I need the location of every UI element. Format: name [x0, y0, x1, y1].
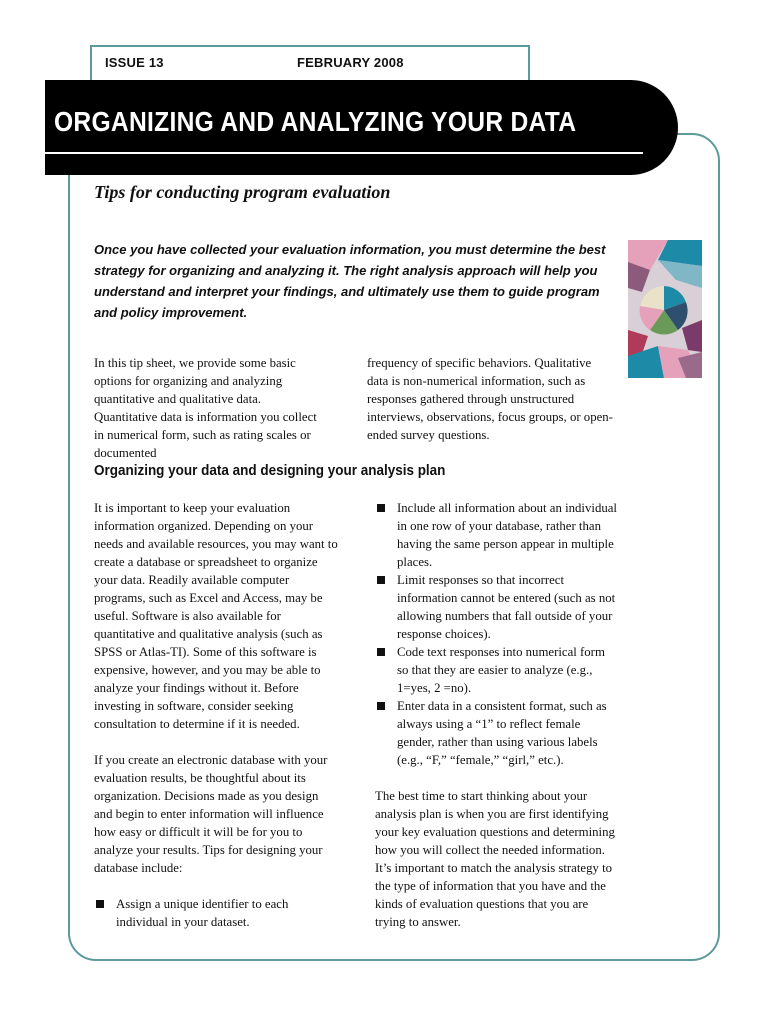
tips-list-right	[375, 499, 619, 769]
list-item-text: Limit responses so that incorrect information cannot be entered (such as not allowing numbers that fall outside of your response choices).	[397, 573, 616, 641]
paragraph: The best time to start thinking about your analysis plan is when you are first identifying your key evaluation questions and determining how you will collect the needed information. It’s important to match the analysis strategy to the type of information that you have and the kinds of evaluation questions that you are trying to answer.	[375, 789, 615, 929]
intro-paragraph: Once you have collected your evaluation information, you must determine the best strategy for organizing and analyzing it. The right analysis approach will help you understand and interpret your findings, and ultimately use them to guide program and policy improvement.	[94, 242, 606, 320]
square-bullet-icon	[377, 576, 385, 584]
list-item-text: Enter data in a consistent format, such as always using a “1” to reflect female gender, rather than using various labels (e.g., “F,” “female,” “girl,” etc.).	[397, 699, 607, 767]
square-bullet-icon	[377, 702, 385, 710]
page-title: ORGANIZING AND ANALYZING YOUR DATA	[54, 106, 577, 137]
section-right-column	[375, 499, 619, 931]
list-item-text: Assign a unique identifier to each individual in your dataset.	[116, 897, 289, 929]
intro-left-text: In this tip sheet, we provide some basic options for organizing and analyzing quantitative and qualitative data. Quantitative data is information you collect in numerical form, such as rating scales or documented	[94, 356, 317, 460]
intro-left-column	[94, 354, 324, 462]
banner-rule	[45, 152, 643, 154]
paragraph: It is important to keep your evaluation information organized. Depending on your needs and available resources, you may want to create a database or spreadsheet to organize your data. Readily available computer programs, such as Excel and Access, may be useful. Software is also available for quantitative and qualitative analysis (such as SPSS or Atlas-TI). Some of this software is expensive, however, and you may be able to analyze your findings without it. Before investing in software, consider seeking consultation to determine if it is needed.	[94, 501, 338, 731]
list-item	[375, 571, 619, 643]
list-item-text: Code text responses into numerical form so that they are easier to analyze (e.g., 1=yes, 2 =no).	[397, 645, 605, 695]
tips-list-left	[94, 895, 340, 931]
square-bullet-icon	[377, 504, 385, 512]
subtitle: Tips for conducting program evaluation	[94, 182, 391, 202]
square-bullet-icon	[377, 648, 385, 656]
paragraph: If you create an electronic database with your evaluation results, be thoughtful about its organization. Decisions made as you design and begin to enter information will influence how easy or difficult it will be for you to analyze your results. Tips for designing your database include:	[94, 753, 328, 875]
list-item	[375, 697, 619, 769]
list-item	[375, 643, 619, 697]
intro-right-column	[367, 354, 615, 444]
list-item	[375, 499, 619, 571]
intro-right-text: frequency of specific behaviors. Qualitative data is non-numerical information, such as responses gathered through unstructured interviews, observations, focus groups, or open-ended survey questions.	[367, 356, 613, 442]
list-item-text: Include all information about an individual in one row of your database, rather than having the same person appear in multiple places.	[397, 501, 617, 569]
section-left-column	[94, 499, 340, 931]
list-item	[94, 895, 340, 931]
decorative-artwork	[628, 240, 702, 378]
section-heading: Organizing your data and designing your analysis plan	[94, 463, 446, 479]
issue-date: FEBRUARY 2008	[297, 55, 404, 70]
issue-number: ISSUE 13	[105, 55, 164, 70]
square-bullet-icon	[96, 900, 104, 908]
